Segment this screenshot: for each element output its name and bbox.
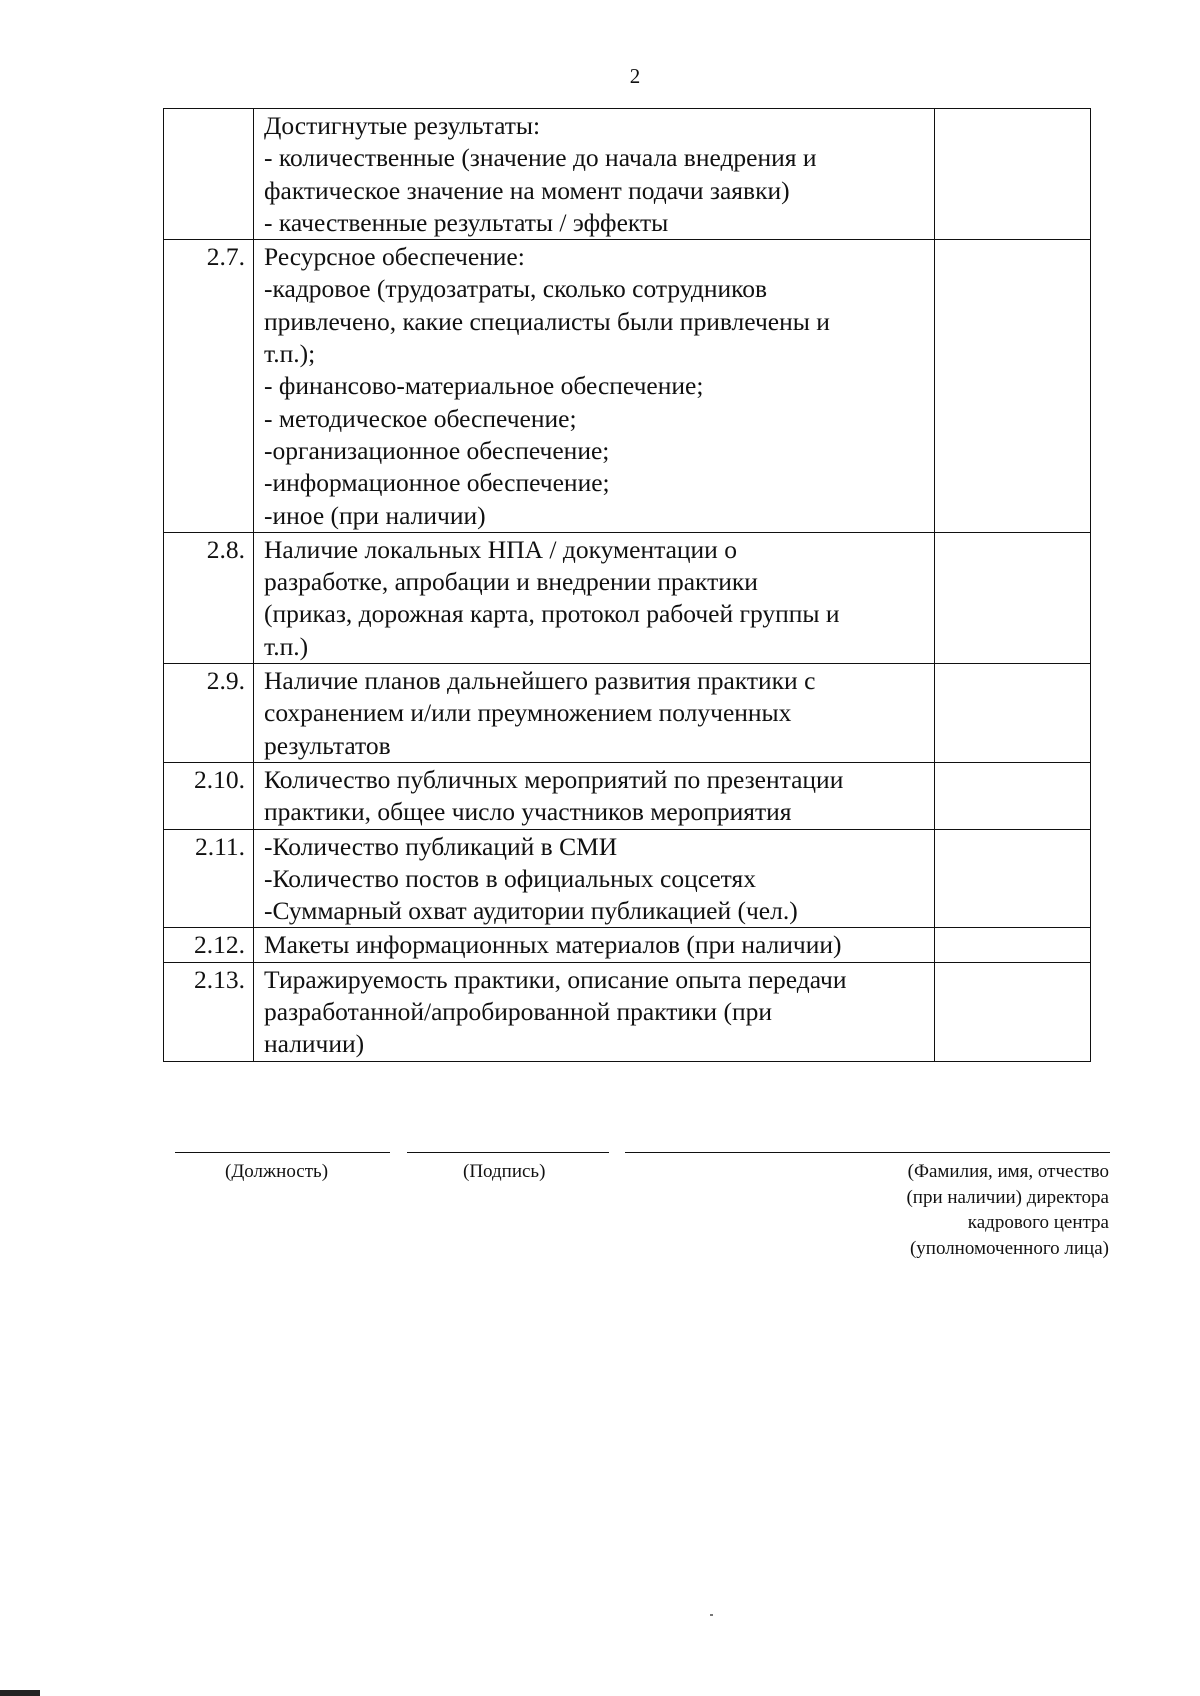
item-value [935,109,1091,240]
description-line: -иное (при наличии) [264,500,486,530]
description-line: -кадровое (трудозатраты, сколько сотрудников [264,274,768,304]
description-line: - количественные (значение до начала внедрения и [264,143,817,173]
item-value [935,829,1091,928]
table-row [164,109,1091,240]
description-line: - методическое обеспечение; [264,403,577,433]
item-number: 2.7. [164,240,254,533]
position-caption: (Должность) [225,1161,329,1182]
table-row [164,962,1091,1061]
item-description [254,109,935,240]
item-number: 2.12. [164,928,254,962]
item-description [254,962,935,1061]
item-number: 2.13. [164,962,254,1061]
description-line: -организационное обеспечение; [264,435,610,465]
description-line: результатов [264,730,391,760]
description-line: разработке, апробации и внедрении практики [264,567,758,597]
item-value [935,928,1091,962]
scan-edge-mark [0,1690,40,1696]
table-row [164,829,1091,928]
position-signature-line [175,1152,390,1153]
signature-caption: (Подпись) [463,1161,546,1182]
table-row [164,928,1091,962]
description-line: Наличие планов дальнейшего развития практики с [264,666,816,696]
description-line: фактическое значение на момент подачи заявки) [264,175,790,205]
fio-signature-line [625,1152,1110,1153]
table-row [164,762,1091,829]
fio-caption-line: (при наличии) директора [906,1186,1109,1208]
fio-caption-line: (Фамилия, имя, отчество [907,1161,1109,1182]
item-description [254,928,935,962]
item-description [254,240,935,533]
description-line: разработанной/апробированной практики (при [264,997,772,1027]
item-value [935,532,1091,663]
description-line: Наличие локальных НПА / документации о [264,534,737,564]
description-line: - качественные результаты / эффекты [264,207,669,237]
table-row [164,664,1091,763]
page-number: 2 [629,64,641,88]
fio-caption [906,1159,1109,1261]
table-body [164,109,1091,1062]
item-description [254,532,935,663]
description-line: -Количество постов в официальных соцсетях [264,863,756,893]
table-row [164,532,1091,663]
signature-block [0,1152,1200,1272]
fio-caption-line: кадрового центра [967,1212,1109,1233]
description-line: Тиражируемость практики, описание опыта передачи [264,964,847,994]
fio-caption-line: (уполномоченного лица) [909,1237,1109,1259]
item-number: 2.8. [164,532,254,663]
item-number: 2.11. [164,829,254,928]
table-row [164,240,1091,533]
description-line: Количество публичных мероприятий по презентации [264,764,844,794]
description-line: практики, общее число участников мероприятия [264,797,792,827]
description-line: т.п.); [264,339,316,369]
item-number [164,109,254,240]
description-line: Макеты информационных материалов (при наличии) [264,930,842,960]
description-line: Достигнутые результаты: [264,111,541,140]
item-description [254,829,935,928]
description-line: наличии) [264,1029,365,1059]
description-line: сохранением и/или преумножением полученных [264,698,792,728]
scan-speck [710,1614,713,1616]
item-value [935,664,1091,763]
item-value [935,762,1091,829]
description-line: (приказ, дорожная карта, протокол рабочей группы и [264,599,840,629]
description-line: -Суммарный охват аудитории публикацией (чел.) [264,896,798,926]
description-line: Ресурсное обеспечение: [264,242,525,272]
item-description [254,664,935,763]
description-line: привлечено, какие специалисты были привлечены и [264,306,830,336]
item-value [935,240,1091,533]
description-line: - финансово-материальное обеспечение; [264,371,704,401]
item-description [254,762,935,829]
item-number: 2.9. [164,664,254,763]
item-number: 2.10. [164,762,254,829]
description-line: -Количество публикаций в СМИ [264,831,618,861]
signature-line [407,1152,609,1153]
item-value [935,962,1091,1061]
description-line: т.п.) [264,631,309,661]
application-form-table [163,108,1091,1062]
description-line: -информационное обеспечение; [264,468,610,498]
